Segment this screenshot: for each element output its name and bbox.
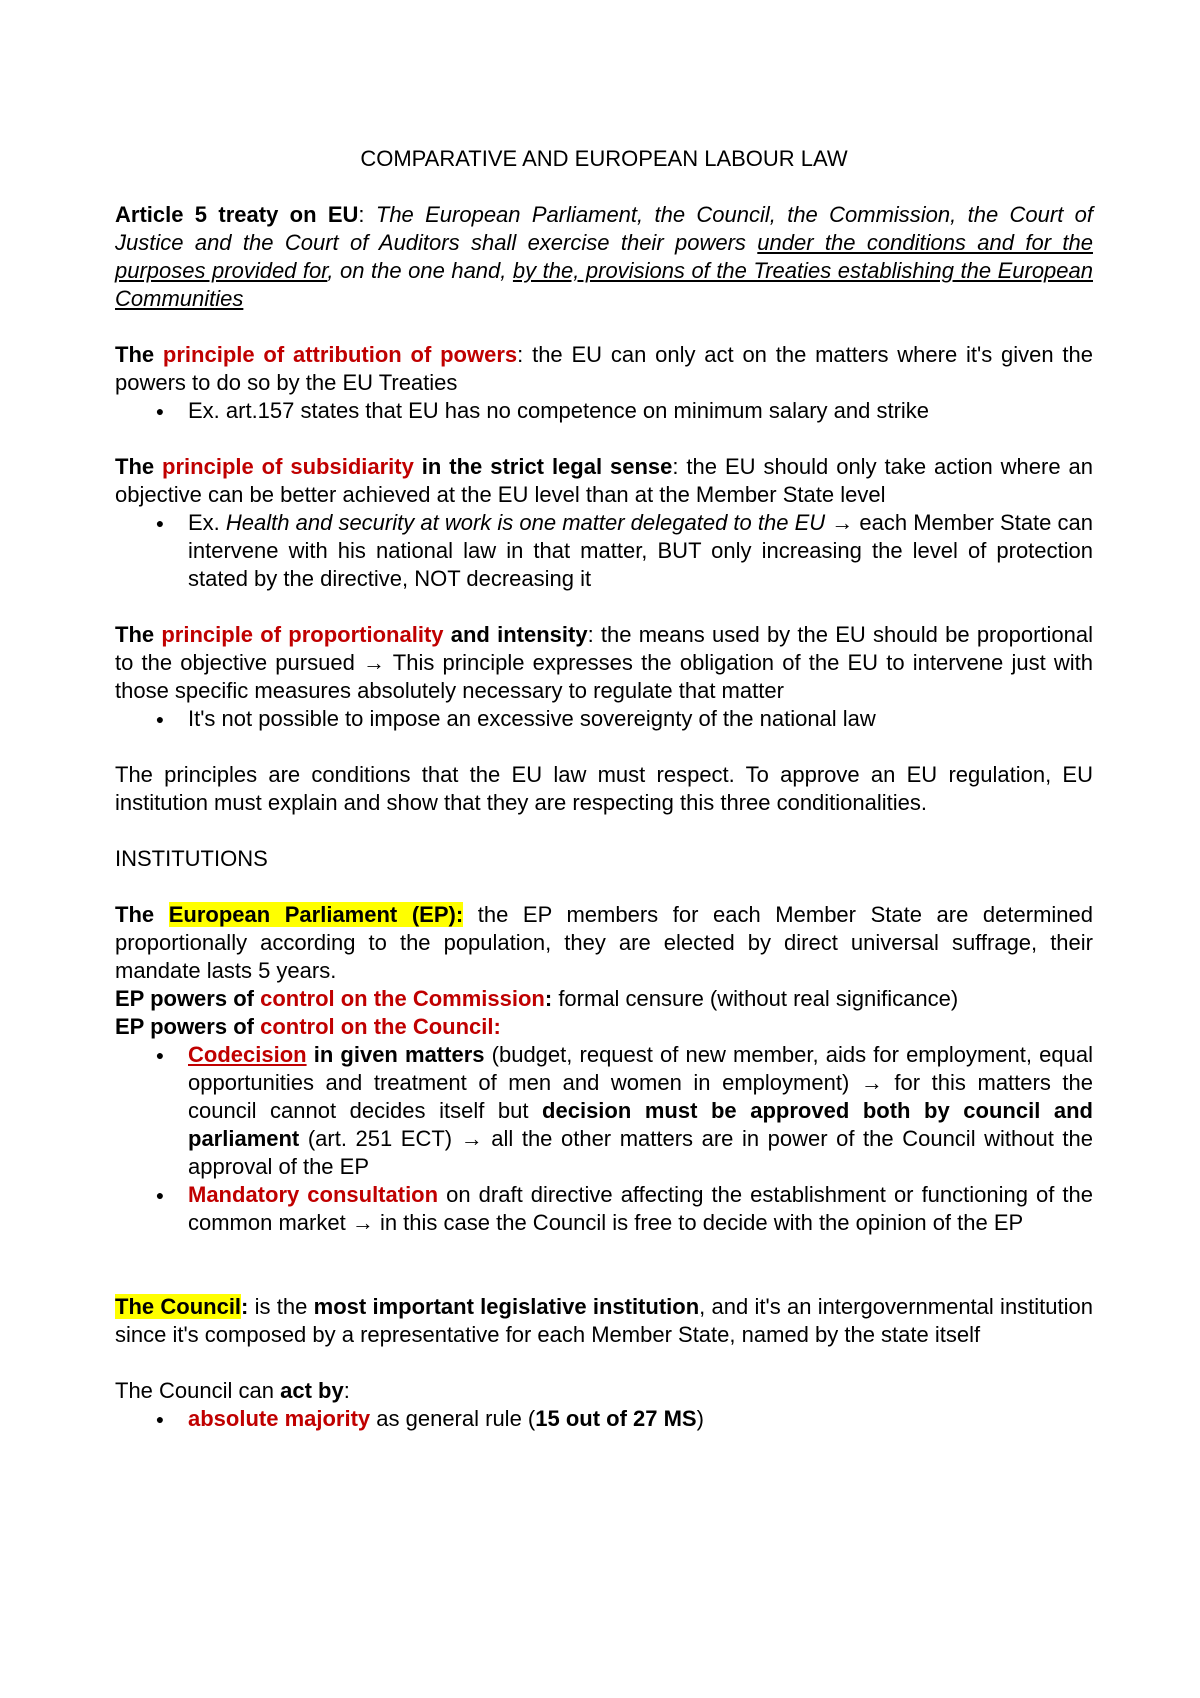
council-act-list	[115, 1405, 1093, 1433]
council-paragraph: The Council: is the most important legislative institution, and it's an intergovernmental institution since it's composed by a representative for each Member State, named by the state itself	[115, 1294, 1093, 1347]
list-item: ● Mandatory consultation on draft directive affecting the establishment or functioning of the common market → in this case the Council is free to decide with the opinion of the EP	[115, 1181, 1093, 1237]
bullet-icon: ●	[155, 1047, 165, 1063]
bullet-icon: ●	[155, 1411, 165, 1427]
article5-paragraph: Article 5 treaty on EU: The European Parliament, the Council, the Commission, the Court of Justice and the Court of Auditors shall exercise their powers under the conditions and for the purposes provided for, on the one hand, by the, provisions of the Treaties establishing the European Communities	[115, 202, 1094, 311]
article5-label: Article 5 treaty on EU	[115, 202, 359, 227]
bullet-icon: ●	[155, 403, 165, 419]
ep-commission-powers: EP powers of control on the Commission: formal censure (without real significance)	[115, 986, 959, 1011]
subsidiarity-paragraph: The principle of subsidiarity in the strict legal sense: the EU should only take action where an objective can be better achieved at the EU level than at the Member State level	[115, 454, 1093, 507]
list-item: ● Ex. Health and security at work is one matter delegated to the EU → each Member State can intervene with his national law in that matter, BUT only increasing the level of protection stated by the directive, NOT decreasing it	[115, 509, 1093, 593]
attribution-term: principle of attribution of powers	[162, 342, 518, 367]
list-item: ● absolute majority as general rule (15 out of 27 MS)	[115, 1405, 1093, 1433]
arrow-icon: →	[860, 1070, 883, 1095]
proportionality-paragraph: The principle of proportionality and intensity: the means used by the EU should be proportional to the objective pursued → This principle expresses the obligation of the EU to intervene just with those specific measures absolutely necessary to regulate that matter	[115, 622, 1094, 703]
arrow-icon: →	[825, 510, 860, 535]
principles-note: The principles are conditions that the EU law must respect. To approve an EU regulation, EU institution must explain and show that they are respecting this three conditionalities.	[115, 762, 1093, 815]
bullet-icon: ●	[155, 1187, 165, 1203]
document-title: COMPARATIVE AND EUROPEAN LABOUR LAW	[360, 146, 848, 171]
list-item: ● Codecision in given matters (budget, request of new member, aids for employment, equal opportunities and treatment of men and women in employment) → for this matters the council cannot decides itself but decision must be approved both by council and parliament (art. 251 ECT) → all the other matters are in power of the Council without the approval of the EP	[115, 1041, 1093, 1181]
ep-term: European Parliament (EP):	[168, 902, 464, 927]
list-item: ● Ex. art.157 states that EU has no competence on minimum salary and strike	[115, 397, 1093, 425]
arrow-icon: →	[351, 1210, 374, 1235]
proportionality-term: principle of proportionality	[161, 622, 444, 647]
arrow-icon: →	[460, 1126, 483, 1151]
document-page	[115, 145, 1093, 1433]
proportionality-list	[115, 705, 1093, 733]
subsidiarity-list	[115, 509, 1093, 593]
arrow-icon: →	[363, 650, 385, 675]
codecision-term: Codecision	[188, 1042, 307, 1067]
attribution-paragraph: The principle of attribution of powers: the EU can only act on the matters where it's given the powers to do so by the EU Treaties	[115, 342, 1093, 395]
ep-council-powers: EP powers of control on the Council:	[115, 1014, 501, 1039]
bullet-icon: ●	[155, 515, 165, 531]
council-term: The Council	[115, 1294, 242, 1319]
council-act-paragraph: The Council can act by:	[115, 1378, 350, 1403]
bullet-icon: ●	[155, 711, 165, 727]
attribution-list	[115, 397, 1093, 425]
ep-paragraph: The European Parliament (EP): the EP members for each Member State are determined proportionally according to the population, they are elected by direct universal suffrage, their mandate lasts 5 years.	[115, 902, 1093, 983]
institutions-heading: INSTITUTIONS	[115, 846, 268, 871]
list-item: ● It's not possible to impose an excessive sovereignty of the national law	[115, 705, 1093, 733]
consultation-term: Mandatory consultation	[188, 1182, 439, 1207]
subsidiarity-term: principle of subsidiarity	[162, 454, 414, 479]
majority-term: absolute majority	[188, 1406, 371, 1431]
ep-council-list	[115, 1041, 1093, 1237]
